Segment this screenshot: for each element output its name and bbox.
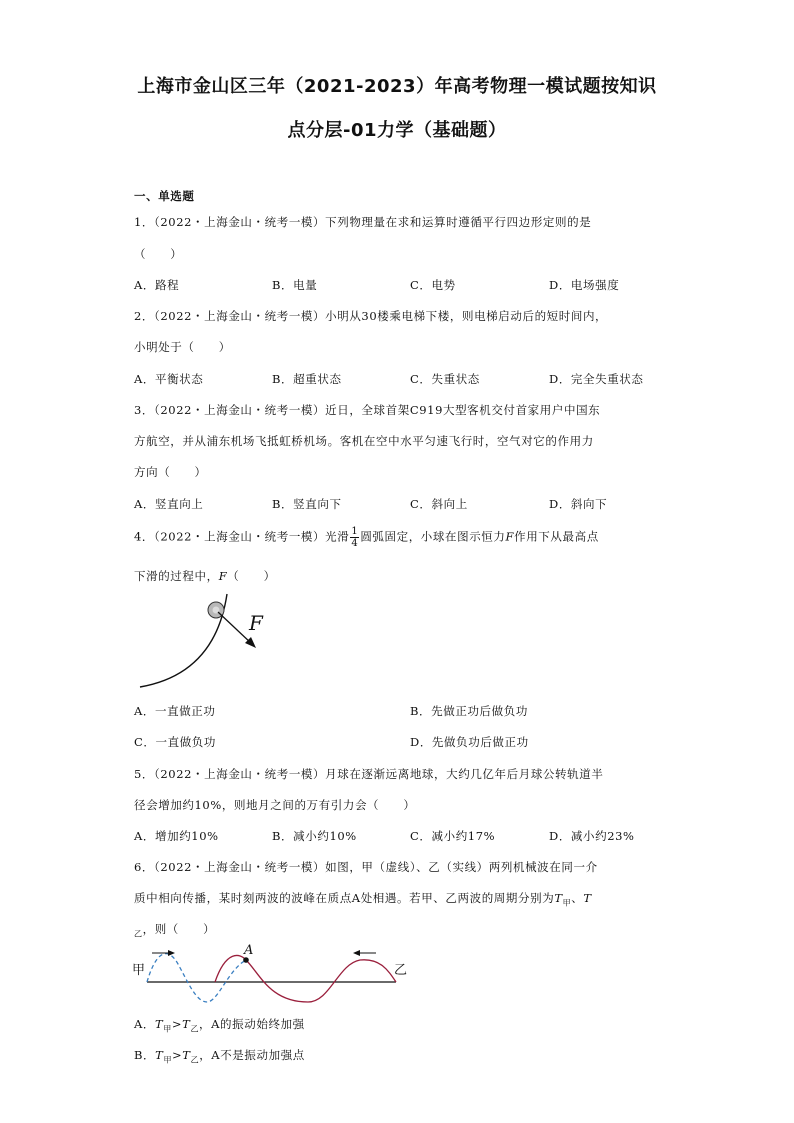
q5-stem-line2: 径会增加约10%，则地月之间的万有引力会（ ）	[134, 798, 416, 812]
q1-option-a: A．路程	[134, 278, 180, 292]
q3-option-c: C．斜向上	[410, 497, 468, 511]
wave-label-yi: 乙	[394, 963, 408, 978]
force-label: F	[249, 611, 263, 635]
q4-option-d: D．先做负功后做正功	[410, 735, 529, 749]
q1-stem-line2: （ ）	[134, 247, 183, 261]
fraction-denominator: 4	[351, 538, 359, 549]
q6-option-b-t2: T	[182, 1048, 191, 1062]
arrow-left-icon	[353, 950, 360, 956]
q6-option-a-sub2: 乙	[190, 1024, 200, 1034]
q2-stem-line2: 小明处于（ ）	[134, 340, 231, 354]
q6-stem-line2	[134, 890, 592, 908]
q3-stem-line2: 方航空，并从浦东机场飞抵虹桥机场。客机在空中水平匀速飞行时，空气对它的作用力	[134, 434, 594, 448]
q5-stem-line1: 5．（2022・上海金山・统考一模）月球在逐渐远离地球，大约几亿年后月球公转轨道半	[134, 767, 604, 781]
q2-option-a: A．平衡状态	[134, 372, 204, 386]
q5-option-c: C．减小约17%	[410, 829, 496, 843]
q4-force-symbol-2: F	[218, 569, 228, 583]
q4-stem-pre: 4．（2022・上海金山・统考一模）光滑	[134, 529, 350, 544]
q6-separator: 、	[571, 891, 584, 905]
q6-stem-line1: 6．（2022・上海金山・统考一模）如图，甲（虚线）、乙（实线）两列机械波在同一介	[134, 860, 598, 874]
q3-option-a: A．竖直向上	[134, 497, 204, 511]
q3-option-b: B．竖直向下	[272, 497, 342, 511]
point-a	[243, 957, 249, 963]
q6-option-a-t1: T	[155, 1017, 164, 1031]
q2-option-d: D．完全失重状态	[549, 372, 644, 386]
q4-stem-line2-pre: 下滑的过程中，	[134, 569, 219, 583]
period-symbol-jia: T	[554, 891, 563, 905]
q2-option-c: C．失重状态	[410, 372, 480, 386]
point-a-label: A	[244, 943, 254, 958]
period-symbol-yi: T	[583, 891, 592, 905]
q1-option-c: C．电势	[410, 278, 456, 292]
q1-stem-line1: 1．（2022・上海金山・统考一模）下列物理量在求和运算时遵循平行四边形定则的是	[134, 215, 592, 229]
q6-option-b-text: ，A不是振动加强点	[199, 1048, 305, 1062]
q6-option-b-rel: >	[172, 1048, 183, 1062]
q3-stem-line3: 方向（ ）	[134, 465, 207, 479]
q5-option-a: A．增加约10%	[134, 829, 219, 843]
q6-stem-line3	[134, 921, 215, 939]
q4-option-b: B．先做正功后做负功	[410, 704, 528, 718]
q4-stem-line1	[134, 526, 599, 549]
q6-option-a-t2: T	[182, 1017, 191, 1031]
q4-force-symbol: F	[505, 529, 515, 544]
q6-option-a	[134, 1016, 305, 1034]
q6-option-a-text: ，A的振动始终加强	[199, 1017, 305, 1031]
q2-stem-line1: 2．（2022・上海金山・统考一模）小明从30楼乘电梯下楼，则电梯启动后的短时间内，	[134, 309, 608, 323]
q4-option-a: A．一直做正功	[134, 704, 216, 718]
q6-stem-line2-pre: 质中相向传播，某时刻两波的波峰在质点A处相遇。若甲、乙两波的周期分别为	[134, 891, 555, 905]
fraction-quarter	[350, 526, 359, 549]
q5-option-b: B．减小约10%	[272, 829, 357, 843]
period-subscript-yi-cont: 乙	[134, 929, 143, 939]
q4-stem-line2	[134, 568, 276, 584]
q1-option-b: B．电量	[272, 278, 318, 292]
q4-stem-line2-post: （ ）	[227, 569, 276, 583]
page-title-line1: 上海市金山区三年（2021-2023）年高考物理一模试题按知识	[137, 76, 657, 97]
dashed-wave-jia	[147, 954, 246, 1002]
q4-stem-post: 作用下从最高点	[514, 529, 599, 544]
q6-option-b-sub2: 乙	[190, 1055, 200, 1065]
period-subscript-jia: 甲	[562, 898, 572, 908]
q6-option-b-t1: T	[155, 1048, 164, 1062]
q5-option-d: D．减小约23%	[549, 829, 635, 843]
q2-option-b: B．超重状态	[272, 372, 342, 386]
q3-stem-line1: 3．（2022・上海金山・统考一模）近日，全球首架C919大型客机交付首家用户中国东	[134, 403, 601, 417]
q6-option-b	[134, 1047, 305, 1065]
q4-stem-mid: 圆弧固定，小球在图示恒力	[360, 529, 506, 544]
fraction-numerator: 1	[351, 526, 359, 537]
arrow-right-icon	[168, 950, 175, 956]
q4-option-c: C．一直做负功	[134, 735, 216, 749]
q6-wave-figure	[130, 940, 415, 1010]
q6-option-a-rel: >	[171, 1017, 183, 1031]
force-arrow-shaft	[218, 612, 252, 644]
q6-option-b-prefix: B．	[134, 1048, 156, 1062]
q6-stem-line3-post: ，则（ ）	[142, 922, 216, 936]
section-heading: 一、单选题	[134, 189, 195, 203]
q6-option-a-prefix: A．	[134, 1017, 156, 1031]
wave-label-jia: 甲	[132, 963, 146, 978]
q6-option-a-sub1: 甲	[163, 1024, 172, 1034]
q6-option-b-sub1: 甲	[163, 1055, 173, 1065]
q1-option-d: D．电场强度	[549, 278, 620, 292]
q4-arc-figure	[130, 592, 290, 694]
page-title-line2: 点分层-01力学（基础题）	[287, 120, 507, 141]
q3-option-d: D．斜向下	[549, 497, 608, 511]
